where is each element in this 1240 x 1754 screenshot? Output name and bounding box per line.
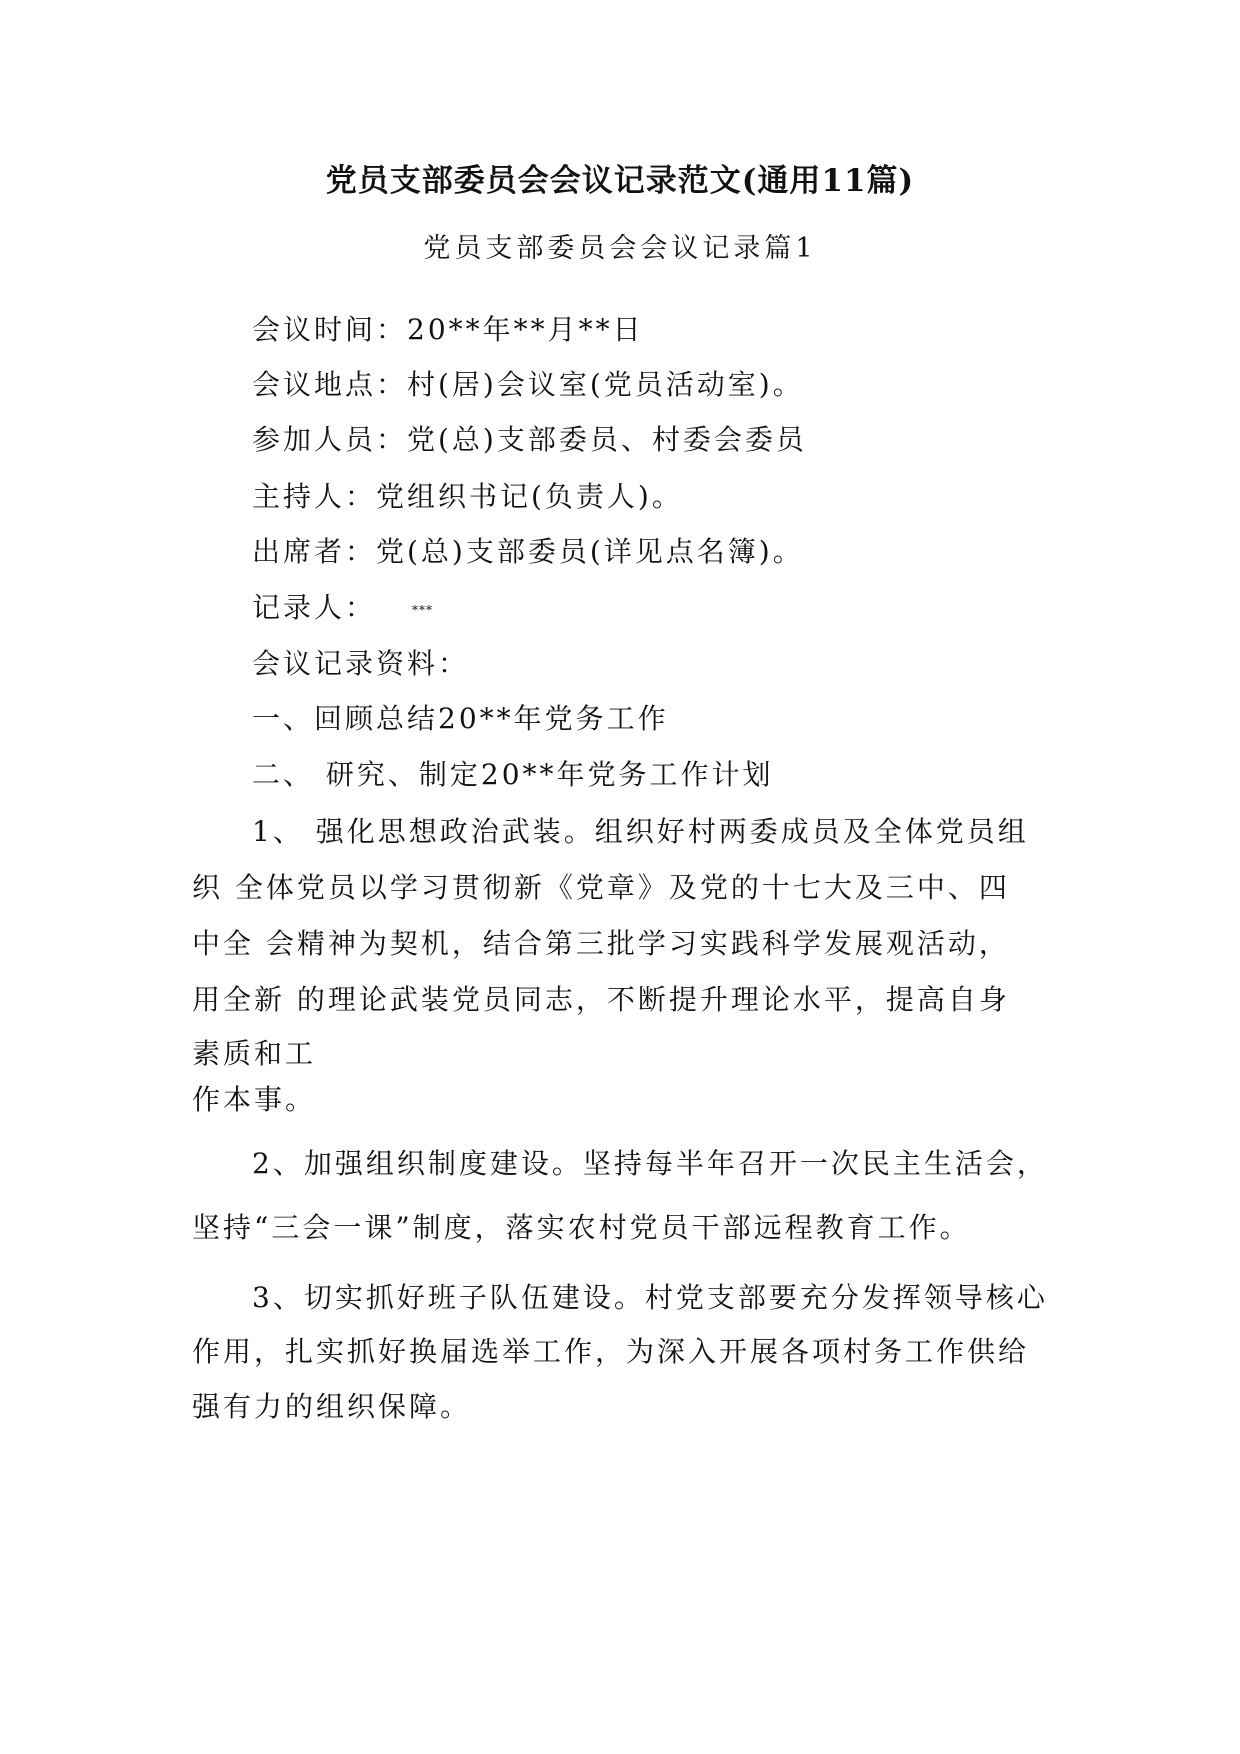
meeting-host: 主持人：党组织书记(负责人)。 (252, 480, 683, 513)
paragraph-line: 1、 强化思想政治武装。组织好村两委成员及全体党员组 (252, 815, 1029, 848)
document-subtitle: 党员支部委员会会议记录篇1 (423, 233, 817, 264)
paragraph-line: 2、加强组织制度建设。坚持每半年召开一次民主生活会， (252, 1147, 1048, 1180)
document-title: 党员支部委员会会议记录范文(通用11篇) (325, 163, 915, 199)
meeting-recorder (252, 586, 433, 626)
recorder-label: 记录人： (252, 591, 377, 624)
paragraph-line: 素质和工 (192, 1037, 317, 1070)
paragraph-line: 中全 会精神为契机，结合第三批学习实践科学发展观活动， (192, 927, 1010, 960)
content-label: 会议记录资料： (252, 647, 470, 680)
meeting-time: 会议时间：20**年**月**日 (252, 313, 644, 346)
meeting-place: 会议地点：村(居)会议室(党员活动室)。 (252, 368, 804, 401)
paragraph-line: 用全新 的理论武装党员同志，不断提升理论水平，提高自身 (192, 983, 1010, 1016)
paragraph-line: 作本事。 (192, 1083, 317, 1116)
paragraph-line: 坚持“三会一课”制度，落实农村党员干部远程教育工作。 (192, 1211, 971, 1244)
paragraph-line: 织 全体党员以学习贯彻新《党章》及党的十七大及三中、四 (192, 871, 1010, 904)
recorder-value: *** (412, 602, 434, 617)
meeting-present: 出席者：党(总)支部委员(详见点名簿)。 (252, 535, 804, 568)
item-one: 一、回顾总结20**年党务工作 (252, 702, 669, 735)
paragraph-line: 作用，扎实抓好换届选举工作，为深入开展各项村务工作供给 (192, 1335, 1030, 1368)
paragraph-line: 3、切实抓好班子队伍建设。村党支部要充分发挥领导核心 (252, 1281, 1048, 1314)
paragraph-line: 强有力的组织保障。 (192, 1390, 472, 1423)
item-two: 二、 研究、制定20**年党务工作计划 (252, 758, 774, 791)
meeting-attendees: 参加人员：党(总)支部委员、村委会委员 (252, 423, 807, 456)
